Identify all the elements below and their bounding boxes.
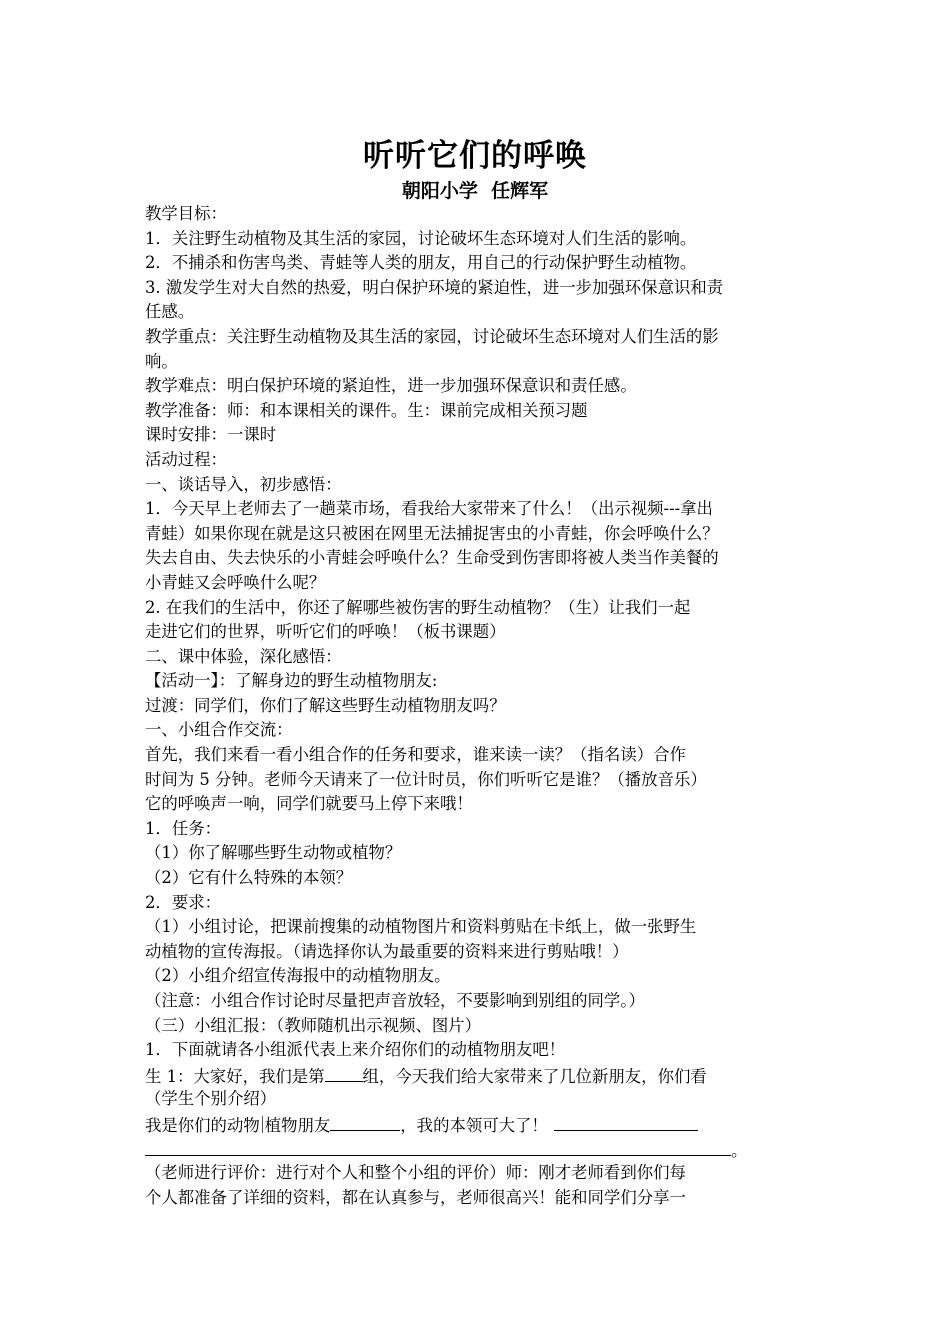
text-line: 它的呼唤声一响，同学们就要马上停下来哦！ <box>145 794 473 814</box>
intro-line: （学生个别介绍） <box>145 1089 277 1109</box>
document-title: 听听它们的呼唤 <box>363 138 587 174</box>
text-line: 任感。 <box>145 302 195 322</box>
text-line: （2）小组介绍宣传海报中的动植物朋友。 <box>145 966 451 986</box>
text-line: 教学难点：明白保护环境的紧迫性，进一步加强环保意识和责任感。 <box>145 376 637 396</box>
fill-blank <box>145 1137 731 1156</box>
text-line: （注意：小组合作讨论时尽量把声音放轻，不要影响到别组的同学。） <box>145 991 645 1010</box>
text-line: 课时安排：一课时 <box>145 425 277 445</box>
text-line: 教学重点：关注野生动植物及其生活的家园，讨论破坏生态环境对人们生活的影 <box>145 326 719 346</box>
text-line: 教学目标： <box>145 204 227 223</box>
text-line: 首先，我们来看一看小组合作的任务和要求，谁来读一读？（指名读）合作 <box>145 745 686 765</box>
text-line: 1．关注野生动植物及其生活的家园，讨论破坏生态环境对人们生活的影响。 <box>145 228 697 248</box>
text-line: 1．今天早上老师去了一趟菜市场，看我给大家带来了什么！（出示视频---拿出 <box>145 499 713 519</box>
self-intro-line <box>145 1112 810 1137</box>
document-body <box>145 202 810 1210</box>
text-line: （三）小组汇报：（教师随机出示视频、图片） <box>145 1015 482 1035</box>
student-line-text: 生 1：大家好，我们是第 <box>145 1066 325 1086</box>
blank-line <box>145 1137 810 1162</box>
body-lines <box>145 202 810 1063</box>
text-line: 响。 <box>145 351 178 371</box>
student-line <box>145 1063 810 1088</box>
text-line: 3. 激发学生对大自然的热爱，明白保护环境的紧迫性，进一步加强环保意识和责 <box>145 277 724 297</box>
text-line: 一、谈话导入，初步感悟： <box>145 474 342 494</box>
text-line: 过渡：同学们，你们了解这些野生动植物朋友吗？ <box>145 695 506 715</box>
text-line: 动植物的宣传海报。（请选择你认为最重要的资料来进行剪贴哦！） <box>145 941 629 961</box>
end-mark: 。 <box>731 1140 748 1160</box>
text-line: 时间为 5 分钟。老师今天请来了一位计时员，你们听听它是谁？（播放音乐） <box>145 769 707 789</box>
text-line: 二、课中体验，深化感悟： <box>145 646 342 666</box>
fill-blank <box>325 1063 363 1082</box>
text-line: （2）它有什么特殊的本领？ <box>145 868 353 888</box>
text-line: 1．任务： <box>145 818 221 838</box>
fill-blank <box>554 1112 698 1131</box>
text-line: 2．不捕杀和伤害鸟类、青蛙等人类的朋友，用自己的行动保护野生动植物。 <box>145 253 697 273</box>
text-line: 【活动一】：了解身边的野生动植物朋友: <box>145 671 438 691</box>
text-line: 青蛙）如果你现在就是这只被困在网里无法捕捉害虫的小青蛙，你会呼唤什么？ <box>145 523 719 543</box>
text-line: 教学准备：师：和本课相关的课件。生：课前完成相关预习题 <box>145 400 588 420</box>
text-line: 一、小组合作交流： <box>145 720 293 740</box>
self-intro-text: 我是你们的动物 <box>145 1115 260 1135</box>
self-intro-text: 植物朋友 <box>264 1115 331 1135</box>
fill-blank <box>330 1112 400 1131</box>
text-line: （老师进行评价：进行对个人和整个小组的评价）师：刚才老师看到你们每 <box>145 1163 686 1183</box>
text-line: 活动过程： <box>145 449 227 469</box>
text-line: 2. 在我们的生活中，你还了解哪些被伤害的野生动植物？（生）让我们一起 <box>145 597 691 617</box>
self-intro-text: ，我的本领可大了！ <box>400 1115 548 1135</box>
text-cursor-mark <box>262 1116 263 1133</box>
tail-lines <box>145 1161 810 1210</box>
text-line: （1）你了解哪些野生动物或植物？ <box>145 843 402 863</box>
text-line: 个人都准备了详细的资料，都在认真参与，老师很高兴！能和同学们分享一 <box>145 1187 686 1207</box>
student-line-text: 组，今天我们给大家带来了几位新朋友，你们看 <box>362 1066 707 1086</box>
text-line: 2．要求： <box>145 892 221 912</box>
text-line: 小青蛙又会呼唤什么呢？ <box>145 572 326 592</box>
document-author: 朝阳小学 任辉军 <box>401 180 549 202</box>
text-line: （1）小组讨论，把课前搜集的动植物图片和资料剪贴在卡纸上，做一张野生 <box>145 917 697 937</box>
text-line: 失去自由、失去快乐的小青蛙会呼唤什么？生命受到伤害即将被人类当作美餐的 <box>145 548 719 568</box>
text-line: 1．下面就请各小组派代表上来介绍你们的动植物朋友吧！ <box>145 1040 566 1060</box>
text-line: 走进它们的世界，听听它们的呼唤！（板书课题） <box>145 622 506 642</box>
